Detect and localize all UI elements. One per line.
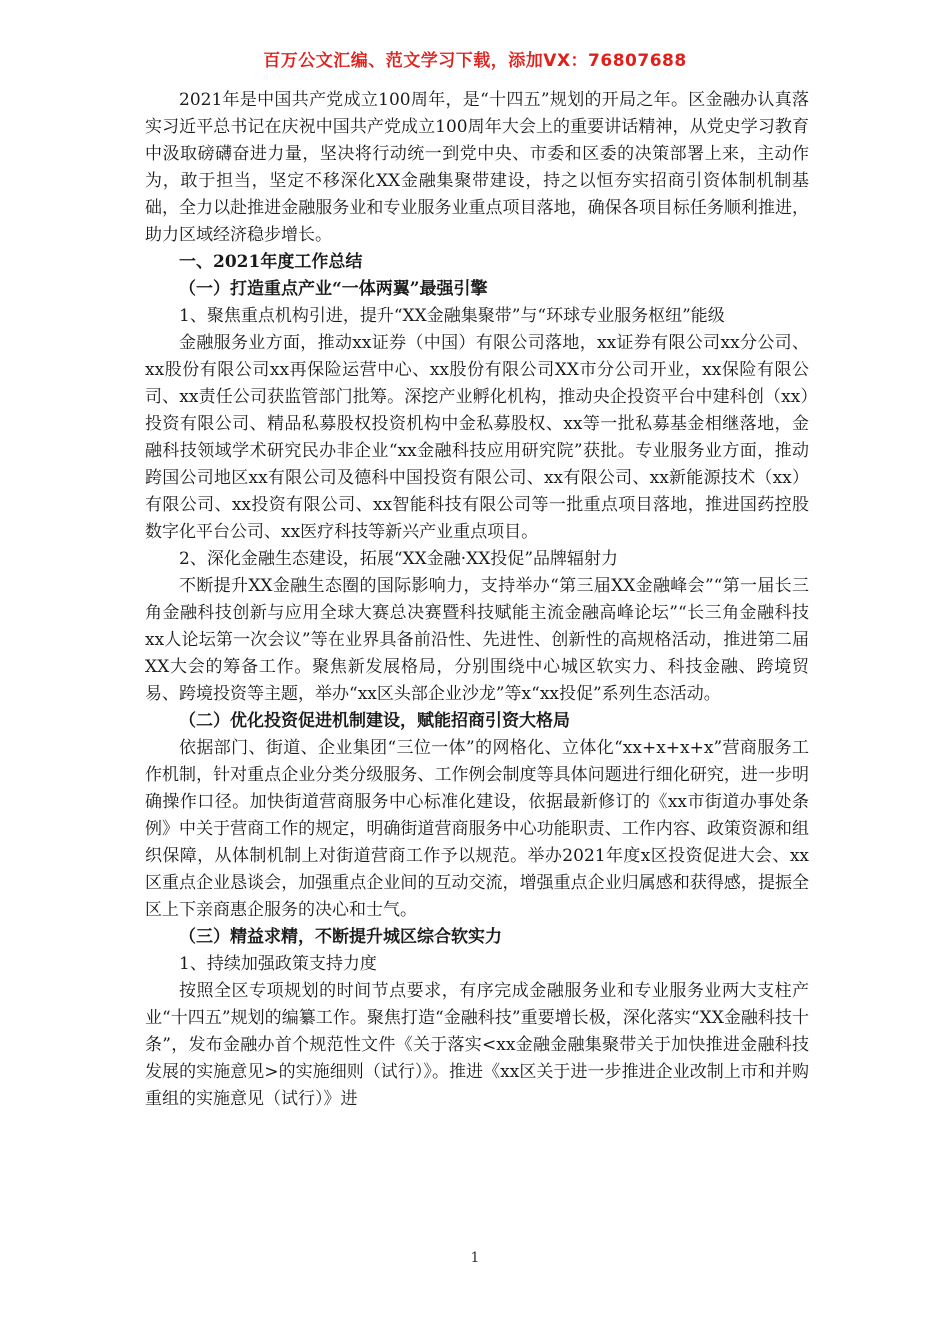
body-paragraph: 不断提升XX金融生态圈的国际影响力，支持举办“第三届XX金融峰会”“第一届长三角金融科技创新与应用全球大赛总决赛暨科技赋能主流金融高峰论坛”“长三角金融科技xx人论坛第一次会议”等在业界具备前沿性、先进性、创新性的高规格活动，推进第二届XX大会的筹备工作。聚焦新发展格局，分别围绕中心城区软实力、科技金融、跨境贸易、跨境投资等主题，举办“xx区头部企业沙龙”等x“xx投促”系列生态活动。: [145, 576, 809, 704]
document-body: [145, 87, 809, 1113]
subsection-heading-1: （一）打造重点产业“一体两翼”最强引擎: [179, 279, 488, 299]
body-paragraph: 按照全区专项规划的时间节点要求，有序完成金融服务业和专业服务业两大支柱产业“十四五”规划的编纂工作。聚焦打造“金融科技”重要增长极，深化落实“XX金融科技十条”，发布金融办首个规范性文件《关于落实<xx金融金融集聚带关于加快推进金融科技发展的实施意见>的实施细则（试行）》。推进《xx区关于进一步推进企业改制上市和并购重组的实施意见（试行）》进: [145, 981, 809, 1109]
page-number: 1: [470, 1250, 480, 1266]
item-heading-1-2: 2、深化金融生态建设，拓展“XX金融·XX投促”品牌辐射力: [179, 549, 619, 569]
item-heading-3-1: 1、持续加强政策支持力度: [179, 954, 377, 974]
subsection-heading-2: （二）优化投资促进机制建设，赋能招商引资大格局: [179, 711, 570, 731]
subsection-heading-3: （三）精益求精，不断提升城区综合软实力: [179, 927, 502, 947]
section-heading-1: 一、2021年度工作总结: [179, 252, 363, 272]
item-heading-1-1: 1、聚焦重点机构引进，提升“XX金融集聚带”与“环球专业服务枢纽”能级: [179, 306, 725, 326]
promo-banner: 百万公文汇编、范文学习下载，添加VX：76807688: [263, 51, 687, 71]
body-paragraph: 金融服务业方面，推动xx证券（中国）有限公司落地，xx证券有限公司xx分公司、xx股份有限公司xx再保险运营中心、xx股份有限公司XX市分公司开业，xx保险有限公司、xx责任公司获监管部门批筹。深挖产业孵化机构，推动央企投资平台中建科创（xx）投资有限公司、精品私募股权投资机构中金私募股权、xx等一批私募基金相继落地，金融科技领域学术研究民办非企业“xx金融科技应用研究院”获批。专业服务业方面，推动跨国公司地区xx有限公司及德科中国投资有限公司、xx有限公司、xx新能源技术（xx）有限公司、xx投资有限公司、xx智能科技有限公司等一批重点项目落地，推进国药控股数字化平台公司、xx医疗科技等新兴产业重点项目。: [145, 333, 809, 542]
body-paragraph: 依据部门、街道、企业集团“三位一体”的网格化、立体化“xx+x+x+x”营商服务工作机制，针对重点企业分类分级服务、工作例会制度等具体问题进行细化研究，进一步明确操作口径。加快街道营商服务中心标准化建设，依据最新修订的《xx市街道办事处条例》中关于营商工作的规定，明确街道营商服务中心功能职责、工作内容、政策资源和组织保障，从体制机制上对街道营商工作予以规范。举办2021年度x区投资促进大会、xx区重点企业恳谈会，加强重点企业间的互动交流，增强重点企业归属感和获得感，提振全区上下亲商惠企服务的决心和士气。: [145, 738, 809, 920]
intro-paragraph: 2021年是中国共产党成立100周年，是“十四五”规划的开局之年。区金融办认真落实习近平总书记在庆祝中国共产党成立100周年大会上的重要讲话精神，从党史学习教育中汲取磅礴奋进力量，坚决将行动统一到党中央、市委和区委的决策部署上来，主动作为，敢于担当，坚定不移深化XX金融集聚带建设，持之以恒夯实招商引资体制机制基础，全力以赴推进金融服务业和专业服务业重点项目落地，确保各项目标任务顺利推进，助力区域经济稳步增长。: [145, 90, 809, 245]
